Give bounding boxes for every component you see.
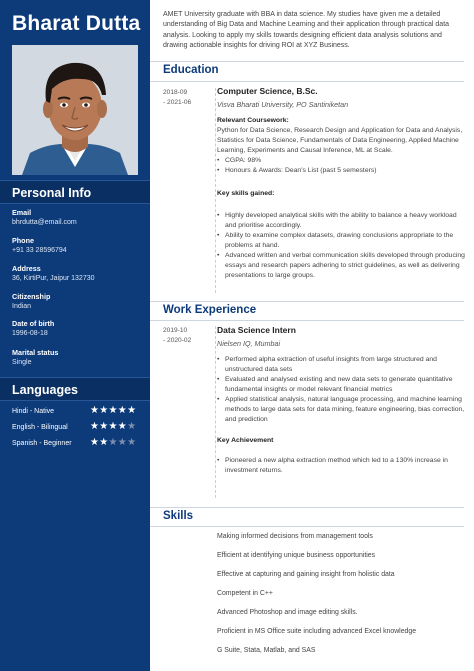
skills-gained-list [217, 211, 465, 281]
honors-item: • CGPA: 98% [217, 156, 465, 166]
experience-timeline [215, 326, 216, 498]
dob-value: 1996-08-18 [12, 330, 48, 337]
education-top-rule [150, 61, 464, 62]
star-filled-icon: ★ [90, 421, 100, 432]
skill-item: G Suite, Stata, Matlab, and SAS [217, 647, 316, 654]
education-bottom-rule [150, 81, 464, 82]
language-name: Spanish - Beginner [12, 440, 72, 447]
experience-bullet: • Applied statistical analysis, natural language processing, and machine learning methods to large data sets for data mining, feature engineering, bias correction, and prediction [217, 395, 465, 425]
candidate-name: Bharat Dutta [12, 12, 141, 35]
experience-bullet: • Performed alpha extraction of useful insights from large structured and unstructured data sets [217, 355, 465, 375]
language-rating [90, 437, 136, 449]
profile-photo [12, 45, 138, 175]
marital-status-field [12, 348, 144, 368]
skill-item: Efficient at identifying unique business opportunities [217, 552, 376, 559]
address-field [12, 264, 144, 284]
education-heading: Education [163, 64, 219, 76]
star-filled-icon: ★ [90, 405, 100, 416]
star-empty-icon: ★ [127, 437, 137, 448]
skills-gained-item: • Advanced written and verbal communication skills developed through producing essays and research papers adhering to strict guidelines, as well as delivering presentations to large groups. [217, 251, 465, 281]
language-rating [90, 405, 136, 417]
skill-item: Effective at capturing and gaining insight from holistic data [217, 571, 395, 578]
marital-status-label: Marital status [12, 348, 59, 357]
experience-date-end: - 2020-02 [163, 336, 192, 344]
experience-bullets [217, 355, 465, 425]
experience-date-start: 2019-10 [163, 327, 188, 334]
phone-label: Phone [12, 236, 34, 245]
skill-item: Competent in C++ [217, 590, 273, 597]
skills-gained-item: • Ability to examine complex datasets, drawing conclusions appropriate to the problems at hand. [217, 231, 465, 251]
star-filled-icon: ★ [108, 405, 118, 416]
citizenship-value: Indian [12, 303, 32, 310]
education-date-start: 2018-09 [163, 89, 188, 96]
education-timeline [215, 88, 216, 293]
dob-field [12, 319, 144, 339]
experience-heading: Work Experience [163, 304, 257, 316]
phone-field [12, 236, 144, 256]
citizenship-label: Citizenship [12, 292, 51, 301]
star-filled-icon: ★ [99, 437, 109, 448]
language-item [12, 438, 142, 450]
experience-entry [217, 325, 465, 476]
star-filled-icon: ★ [108, 421, 118, 432]
star-filled-icon: ★ [117, 405, 128, 416]
language-item [12, 422, 142, 434]
coursework-text: Python for Data Science, Research Design and Application for Data and Analysis, Statistics for Data Science, Fundamentals of Data Engineering, Applied Machine Learning, Experiments and Causal Inference, ML at Scale. [217, 127, 463, 154]
skill-item: Proficient in MS Office suite including advanced Excel knowledge [217, 628, 417, 635]
key-achievement-label: Key Achievement [217, 437, 274, 444]
company-name: Nielsen IQ, Mumbai [217, 339, 281, 348]
experience-bottom-rule [150, 320, 464, 321]
star-empty-icon: ★ [127, 421, 137, 432]
dob-label: Date of birth [12, 319, 55, 328]
skills-top-rule [150, 507, 464, 508]
school-name: Visva Bharati University, PO Santiniketan [217, 100, 349, 109]
language-item [12, 406, 142, 418]
skills-bottom-rule [150, 526, 464, 527]
language-name: English - Bilingual [12, 424, 68, 431]
coursework-label: Relevant Coursework: [217, 117, 289, 124]
address-value: 36, KirtiPur, Jaipur 132730 [12, 275, 95, 282]
marital-status-value: Single [12, 359, 32, 366]
star-filled-icon: ★ [99, 421, 109, 432]
achievement-item: • Pioneered a new alpha extraction method which led to a 130% increase in investment returns. [217, 456, 465, 476]
experience-top-rule [150, 301, 464, 302]
star-filled-icon: ★ [117, 421, 128, 432]
star-empty-icon: ★ [117, 437, 128, 448]
star-filled-icon: ★ [99, 405, 109, 416]
main-content [150, 0, 474, 671]
star-empty-icon: ★ [108, 437, 118, 448]
address-label: Address [12, 264, 41, 273]
email-field [12, 208, 144, 228]
degree-title: Computer Science, B.Sc. [217, 86, 318, 96]
phone-value[interactable]: +91 33 28596794 [12, 247, 67, 254]
education-date-end: - 2021-06 [163, 98, 192, 106]
skills-list [217, 532, 465, 665]
skill-item: Advanced Photoshop and image editing skills. [217, 609, 358, 616]
citizenship-field [12, 292, 144, 312]
personal-info-heading: Personal Info [0, 180, 150, 204]
star-filled-icon: ★ [90, 437, 100, 448]
profile-summary: AMET University graduate with BBA in data science. My studies have given me a detailed understanding of Big Data and Machine Learning and their application through practical data analysis. Looking to apply my skills towards designing efficient data analysis solutions and drawing actionable insights for driving ROI at XYZ Business. [163, 11, 450, 50]
sidebar [0, 0, 150, 671]
email-label: Email [12, 208, 32, 217]
email-value[interactable]: bhrdutta@email.com [12, 219, 77, 226]
star-filled-icon: ★ [127, 405, 137, 416]
honors-list [217, 156, 465, 176]
skill-item: Making informed decisions from management tools [217, 533, 373, 540]
honors-item: • Honours & Awards: Dean's List (past 5 semesters) [217, 166, 465, 176]
role-title: Data Science Intern [217, 325, 296, 335]
portrait-image [12, 45, 138, 175]
languages-heading: Languages [0, 377, 150, 401]
language-rating [90, 421, 136, 433]
skills-gained-item: • Highly developed analytical skills with the ability to balance a heavy workload and prioritise accordingly. [217, 211, 465, 231]
experience-dates [163, 326, 213, 345]
education-dates [163, 88, 213, 107]
language-name: Hindi - Native [12, 408, 55, 415]
education-entry [217, 86, 465, 281]
skills-heading: Skills [163, 510, 194, 522]
experience-bullet: • Evaluated and analysed existing and new data sets to generate quantitative fundamental insights or model relevant financial metrics [217, 375, 465, 395]
achievement-list [217, 456, 465, 476]
skills-gained-label: Key skills gained: [217, 190, 275, 197]
